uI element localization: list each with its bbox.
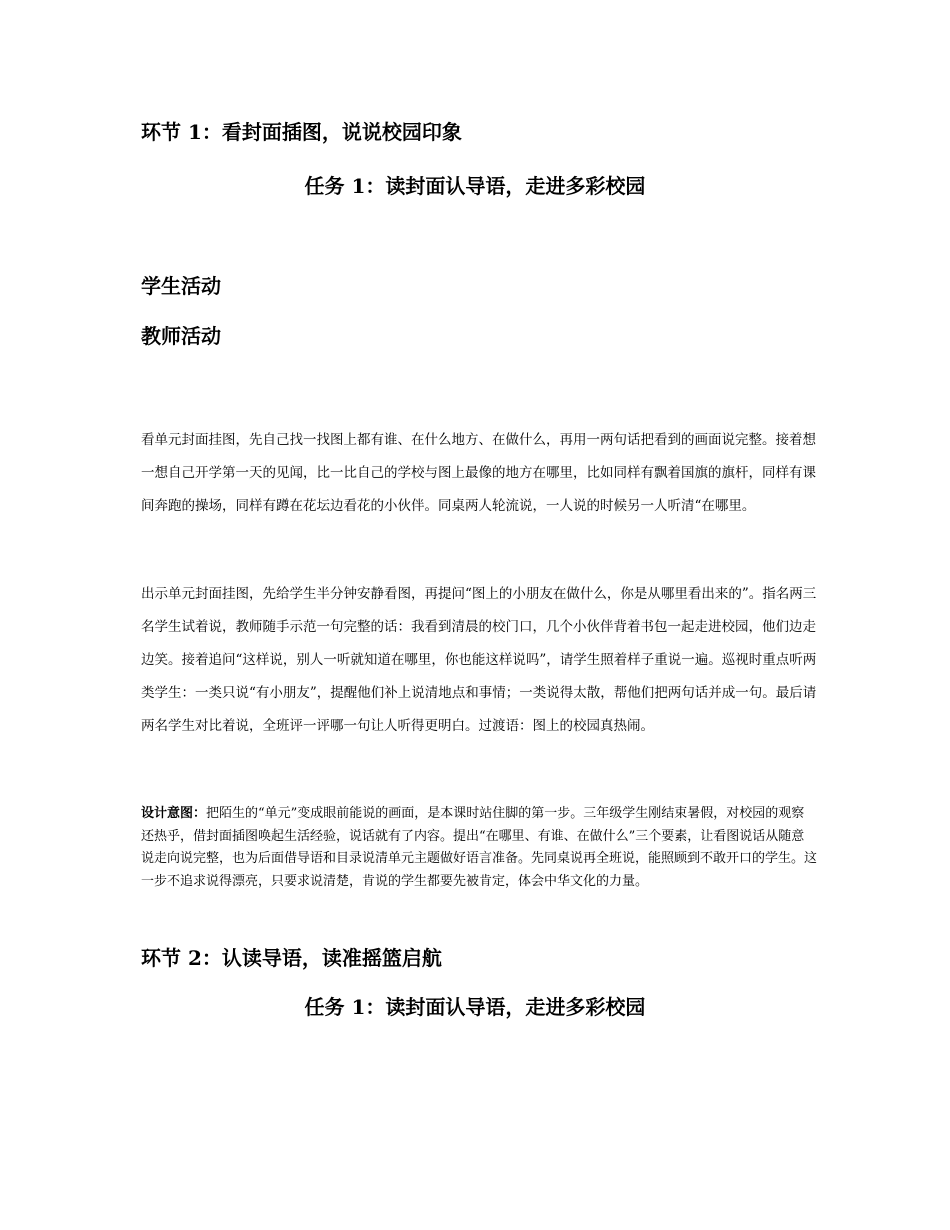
section-1-heading: 环节 1：看封面插图，说说校园印象 <box>141 120 462 144</box>
design-intent-text: 把陌生的“单元”变成眼前能说的画面，是本课时站住脚的第一步。三年级学生刚结束暑假，对校园的观察还热乎，借封面插图唤起生活经验，说话就有了内容。提出“在哪里、有谁、在做什么”三个要素，让看图说话从随意说走向说完整，也为后面借导语和目录说清单元主题做好语言准备。先同桌说再全班说，能照顾到不敢开口的学生。这一步不追求说得漂亮，只要求说清楚，肯说的学生都要先被肯定，体会中华文化的力量。 <box>141 806 818 889</box>
design-intent-label: 设计意图： <box>141 806 207 821</box>
section-2-task-title: 任务 1：读封面认导语，走进多彩校园 <box>304 995 646 1019</box>
section-1-task-title: 任务 1：读封面认导语，走进多彩校园 <box>304 174 646 198</box>
design-intent-paragraph <box>141 803 817 893</box>
student-activity-paragraph: 看单元封面挂图，先自己找一找图上都有谁、在什么地方、在做什么，再用一两句话把看到的画面说完整。接着想一想自己开学第一天的见闻，比一比自己的学校与图上最像的地方在哪里，比如同样有飘着国旗的旗杆，同样有课间奔跑的操场，同样有蹲在花坛边看花的小伙伴。同桌两人轮流说，一人说的时候另一人听清“在哪里。 <box>141 432 816 514</box>
student-activity-label: 学生活动 <box>141 274 221 298</box>
section-2-heading: 环节 2：认读导语，读准摇篮启航 <box>141 946 442 970</box>
teacher-activity-label: 教师活动 <box>141 324 221 348</box>
teacher-activity-paragraph: 出示单元封面挂图，先给学生半分钟安静看图，再提问“图上的小朋友在做什么，你是从哪里看出来的”。指名两三名学生试着说，教师随手示范一句完整的话：我看到清晨的校门口，几个小伙伴背着书包一起走进校园，他们边走边笑。接着追问“这样说，别人一听就知道在哪里，你也能这样说吗”，请学生照着样子重说一遍。巡视时重点听两类学生：一类只说“有小朋友”，提醒他们补上说清地点和事情；一类说得太散，帮他们把两句话并成一句。最后请两名学生对比着说，全班评一评哪一句让人听得更明白。过渡语：图上的校园真热闹。 <box>141 586 817 734</box>
